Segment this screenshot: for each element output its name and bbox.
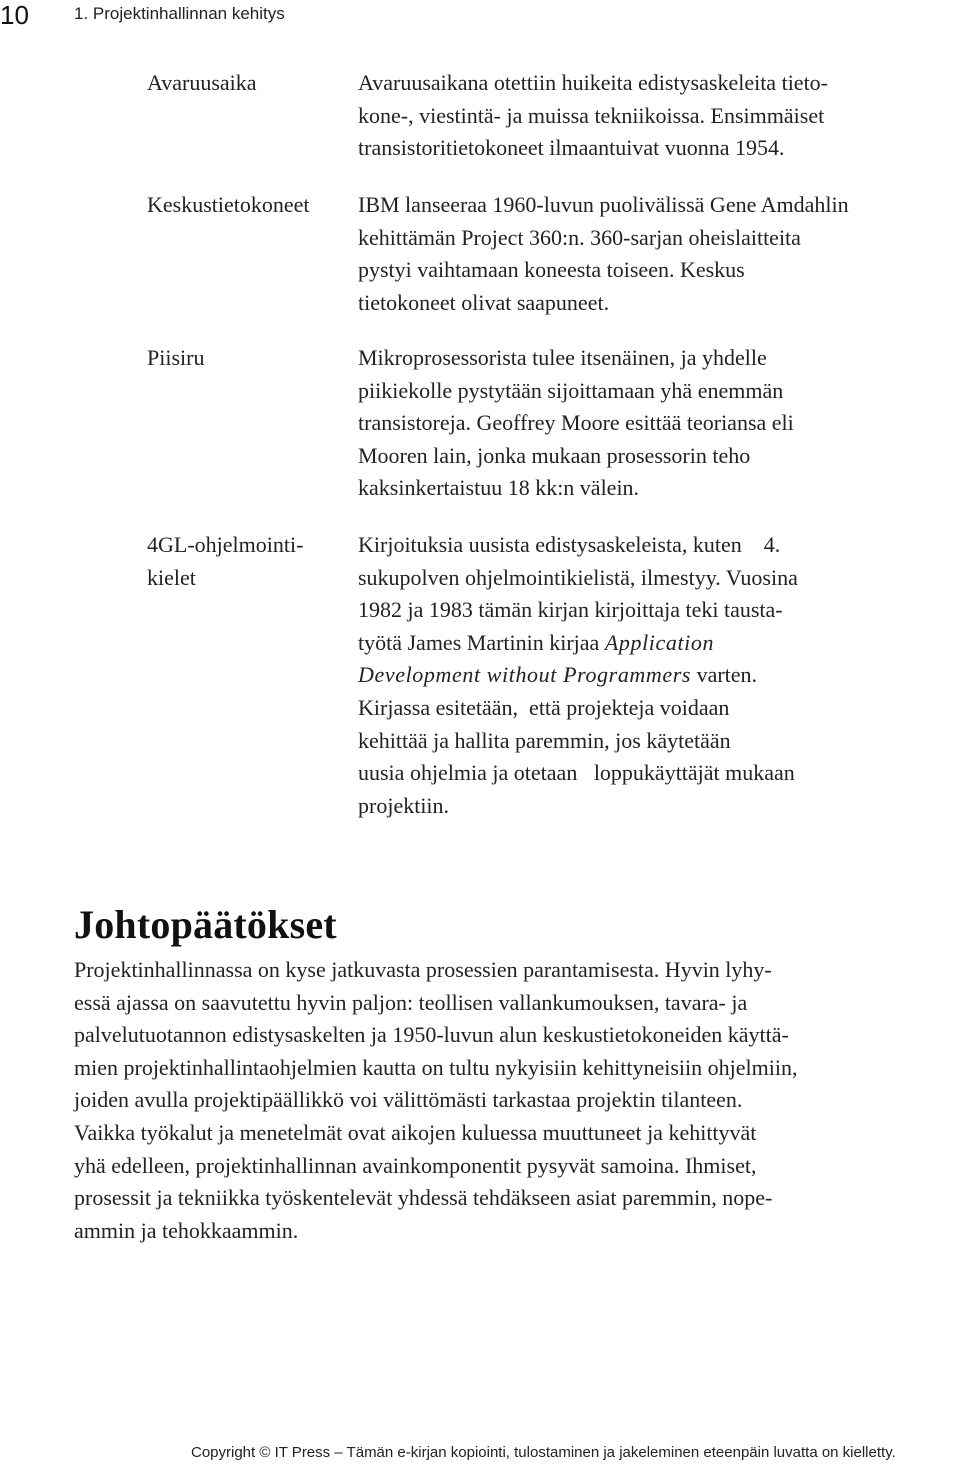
running-header: 1. Projektinhallinnan kehitys: [74, 4, 285, 23]
desc-line: projektiin.: [358, 792, 450, 818]
section-heading: Johtopäätökset: [74, 902, 337, 947]
term-piisiru: [147, 342, 357, 375]
paragraph-line: yhä edelleen, projektinhallinnan avainkomponentit pysyvät samoina. Ihmiset,: [74, 1152, 757, 1178]
desc-line: tietokoneet olivat saapuneet.: [358, 289, 610, 315]
paragraph-line: Vaikka työkalut ja menetelmät ovat aikojen kuluessa muuttuneet ja kehittyvät: [74, 1119, 757, 1145]
desc-piisiru: [358, 342, 958, 505]
desc-line: Mooren lain, jonka mukaan prosessorin teho: [358, 442, 751, 468]
paragraph-line: palvelutuotannon edistysaskelten ja 1950-luvun alun keskustietokoneiden käyttä-: [74, 1022, 789, 1048]
desc-line: Kirjoituksia uusista edistysaskeleista, kuten 4.: [358, 532, 781, 557]
desc-line: [358, 659, 958, 692]
paragraph-line: Projektinhallinnassa on kyse jatkuvasta prosessien parantamisesta. Hyvin lyhy-: [74, 957, 772, 982]
book-title-part: Application: [604, 629, 715, 655]
paragraph-line: mien projektinhallintaohjelmien kautta on tultu nykyisiin kehittyneisiin ohjelmiin,: [74, 1054, 798, 1080]
desc-line: Mikroprosessorista tulee itsenäinen, ja yhdelle: [358, 345, 767, 370]
paragraph-line: joiden avulla projektipäällikkö voi välittömästi tarkastaa projektin tilanteen.: [74, 1087, 743, 1113]
term-line: Piisiru: [147, 345, 205, 370]
desc-line: kone-, viestintä- ja muissa tekniikoissa. Ensimmäiset: [358, 102, 825, 128]
term-keskustietokoneet: [147, 189, 357, 222]
copyright-footer: Copyright © IT Press – Tämän e-kirjan kopiointi, tulostaminen ja jakeleminen eteenpäin luvatta on kielletty.: [191, 1444, 896, 1461]
term-line: 4GL-ohjelmointi-: [147, 532, 304, 557]
desc-line: [358, 627, 958, 660]
desc-line: kehittää ja hallita paremmin, jos käytetään: [358, 727, 731, 753]
desc-avaruusaika: [358, 67, 958, 165]
term-4gl: [147, 529, 357, 594]
paragraph-line: essä ajassa on saavutettu hyvin paljon: teollisen vallankumouksen, tavara- ja: [74, 989, 748, 1015]
paragraph-line: ammin ja tehokkaammin.: [74, 1217, 299, 1243]
desc-line: IBM lanseeraa 1960-luvun puolivälissä Gene Amdahlin: [358, 192, 849, 217]
term-avaruusaika: [147, 67, 357, 100]
desc-line: pystyi vaihtamaan koneesta toiseen. Keskus: [358, 257, 745, 283]
desc-line: transistoreja. Geoffrey Moore esittää teoriansa eli: [358, 410, 794, 436]
desc-text: varten.: [691, 662, 758, 688]
page-number: 10: [0, 0, 29, 30]
paragraph-line: prosessit ja tekniikka työskentelevät yhdessä tehdäkseen asiat paremmin, nope-: [74, 1185, 773, 1211]
conclusions-paragraph: [74, 954, 936, 1247]
desc-line: transistoritietokoneet ilmaantuivat vuonna 1954.: [358, 135, 785, 161]
term-line: Avaruusaika: [147, 70, 257, 95]
desc-line: Avaruusaikana otettiin huikeita edistysaskeleita tieto-: [358, 70, 829, 95]
desc-line: kaksinkertaistuu 18 kk:n välein.: [358, 475, 640, 501]
desc-text: työtä James Martinin kirjaa: [358, 629, 605, 655]
desc-4gl: [358, 529, 958, 822]
desc-line: uusia ohjelmia ja otetaan loppukäyttäjät mukaan: [358, 760, 795, 786]
book-title-part: Development without Programmers: [358, 662, 692, 688]
term-line: Keskustietokoneet: [147, 192, 310, 217]
desc-line: kehittämän Project 360:n. 360-sarjan oheislaitteita: [358, 224, 801, 250]
desc-line: piikiekolle pystytään sijoittamaan yhä enemmän: [358, 377, 784, 403]
desc-line: 1982 ja 1983 tämän kirjan kirjoittaja teki tausta-: [358, 597, 783, 623]
desc-line: sukupolven ohjelmointikielistä, ilmestyy. Vuosina: [358, 564, 798, 590]
desc-line: Kirjassa esitetään, että projekteja voidaan: [358, 694, 730, 720]
desc-keskustietokoneet: [358, 189, 958, 319]
term-line: kielet: [147, 564, 196, 590]
